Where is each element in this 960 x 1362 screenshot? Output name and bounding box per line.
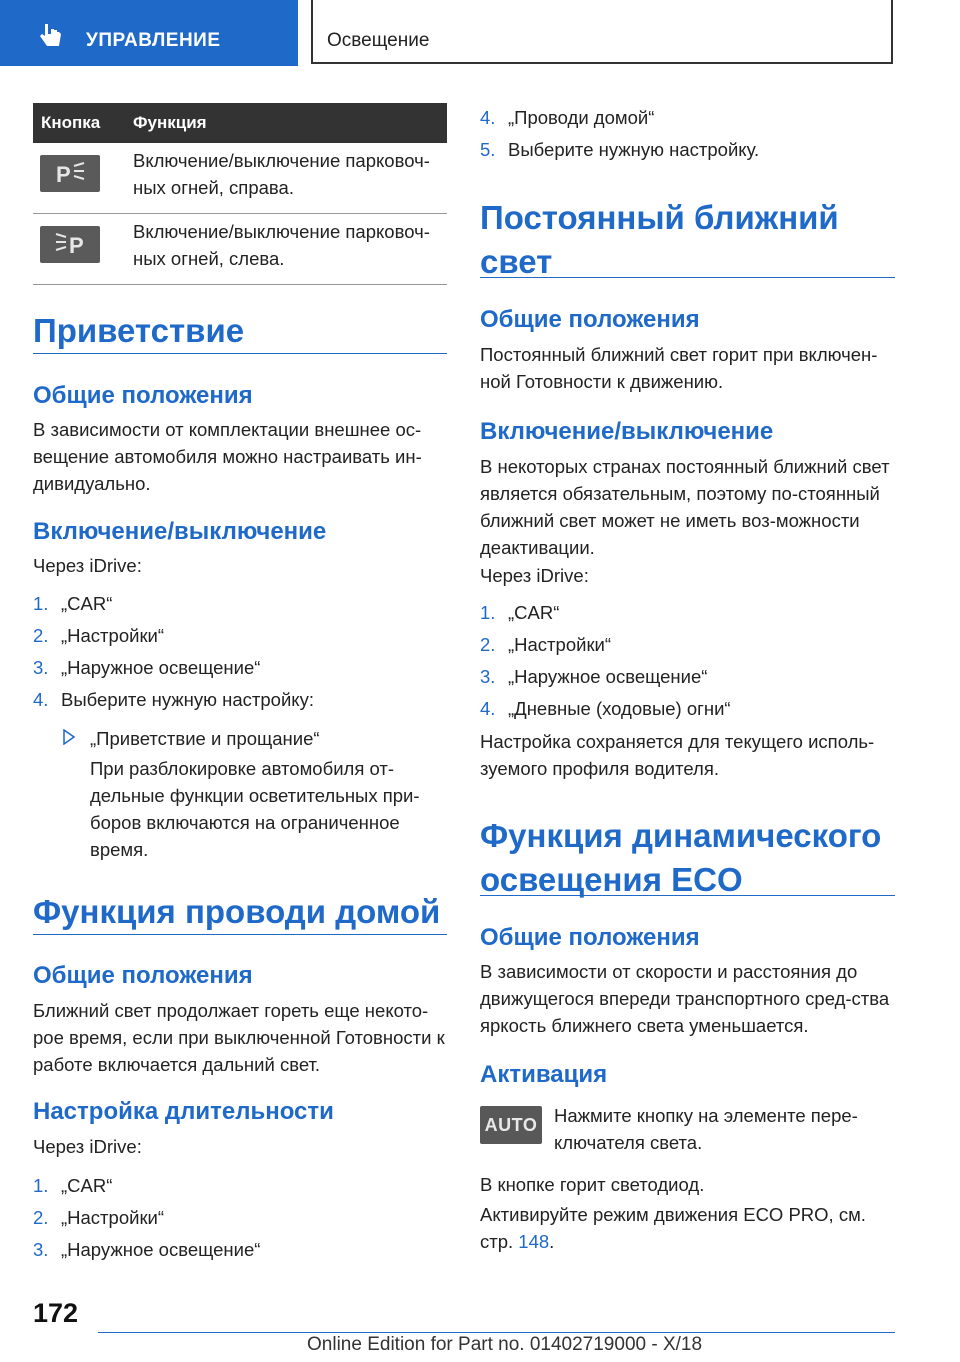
list-item: 4. „Проводи домой“: [480, 107, 655, 128]
daytime-via: Через iDrive:: [480, 565, 589, 586]
daytime-title: Постоянный ближний свет: [480, 199, 839, 280]
page-number: 172: [33, 1298, 79, 1328]
list-item: 4. „Дневные (ходовые) огни“: [480, 698, 731, 719]
list-item: 2. „Настройки“: [33, 1207, 165, 1228]
daytime-steps: [480, 597, 895, 725]
welcome-title: Приветствие: [33, 312, 245, 349]
welcome-general-heading: Общие положения: [33, 382, 253, 409]
welcome-steps: [33, 588, 447, 716]
eco-led-text: В кнопке горит светодиод.: [480, 1174, 705, 1195]
home-via: Через iDrive:: [33, 1136, 142, 1157]
footer-edition: Online Edition for Part no. 01402719000 - X/18: [307, 1334, 703, 1355]
welcome-option-label: „Приветствие и прощание“: [90, 728, 320, 749]
parking-light-left-icon: [40, 226, 100, 263]
home-title: Функция проводи домой: [33, 893, 441, 930]
triangle-bullet-icon: [63, 729, 75, 750]
daytime-toggle-heading: Включение/выключение: [480, 418, 774, 445]
page-link[interactable]: 148: [518, 1231, 550, 1252]
svg-text:P: P: [69, 232, 84, 258]
eco-title: Функция динамического освещения ECO: [480, 817, 882, 898]
table-cell-function: Включение/выключение парковоч-ных огней, слева.: [133, 221, 430, 269]
home-steps-part1: [33, 1170, 447, 1266]
eco-pro-text: Активируйте режим движения ECO PRO, см. стр. 148.: [480, 1204, 866, 1252]
list-item: 1. „CAR“: [480, 602, 560, 623]
welcome-option-text: При разблокировке автомобиля от-дельные функции осветительных при-боров включаются на ограниченное время.: [90, 758, 420, 860]
list-item: 2. „Настройки“: [480, 634, 612, 655]
list-item: 3. „Наружное освещение“: [480, 666, 708, 687]
list-item: 5. Выберите нужную настройку.: [480, 139, 760, 160]
daytime-saved-text: Настройка сохраняется для текущего исполь-зуемого профиля водителя.: [480, 731, 875, 779]
welcome-option: [61, 725, 447, 863]
subsection-tab: [311, 0, 893, 64]
daytime-toggle-text: В некоторых странах постоянный ближний свет является обязательным, поэтому по-стоянный ближний свет может не иметь воз-можности деактивации.: [480, 456, 890, 558]
home-general-heading: Общие положения: [33, 962, 253, 989]
list-item: 3. „Наружное освещение“: [33, 657, 261, 678]
daytime-general-text: Постоянный ближний свет горит при включен-ной Готовности к движению.: [480, 344, 878, 392]
footer-divider: [98, 1332, 895, 1333]
home-steps-part2: [480, 102, 895, 166]
section-tab: [0, 0, 298, 66]
daytime-general-heading: Общие положения: [480, 306, 700, 333]
welcome-toggle-heading: Включение/выключение: [33, 518, 327, 545]
eco-general-heading: Общие положения: [480, 924, 700, 951]
button-function-table: [33, 103, 447, 285]
welcome-via: Через iDrive:: [33, 555, 142, 576]
home-general-text: Ближний свет продолжает гореть еще некото-рое время, если при выключенной Готовности к работе включается дальний свет.: [33, 1000, 445, 1075]
table-cell-function: Включение/выключение парковоч-ных огней, справа.: [133, 150, 430, 198]
divider: [33, 353, 447, 354]
list-item: 4. Выберите нужную настройку:: [33, 689, 314, 710]
divider: [480, 277, 895, 278]
parking-light-right-icon: [40, 155, 100, 192]
eco-activation-text: Нажмите кнопку на элементе пере-ключателя света.: [554, 1105, 858, 1153]
section-title: УПРАВЛЕНИЕ: [86, 30, 221, 51]
list-item: 3. „Наружное освещение“: [33, 1239, 261, 1260]
list-item: 2. „Настройки“: [33, 625, 165, 646]
list-item: 1. „CAR“: [33, 593, 113, 614]
table-header-button: Кнопка: [33, 103, 133, 143]
table-row: [33, 214, 447, 285]
eco-general-text: В зависимости от скорости и расстояния до движущегося впереди транспортного сред-ства яркость ближнего света уменьшается.: [480, 961, 890, 1036]
svg-text:P: P: [56, 161, 71, 187]
hand-pointer-icon: [38, 22, 64, 48]
divider: [33, 934, 447, 935]
eco-activation-heading: Активация: [480, 1061, 608, 1088]
welcome-general-text: В зависимости от комплектации внешнее ос-вещение автомобиля можно настраивать ин-дивидуально.: [33, 419, 422, 494]
subsection-title: Освещение: [327, 30, 430, 51]
table-row: [33, 143, 447, 214]
list-item: 1. „CAR“: [33, 1175, 113, 1196]
auto-button-icon: AUTO: [480, 1106, 542, 1144]
divider: [480, 895, 895, 896]
table-header-function: Функция: [133, 103, 447, 143]
home-duration-heading: Настройка длительности: [33, 1098, 334, 1125]
